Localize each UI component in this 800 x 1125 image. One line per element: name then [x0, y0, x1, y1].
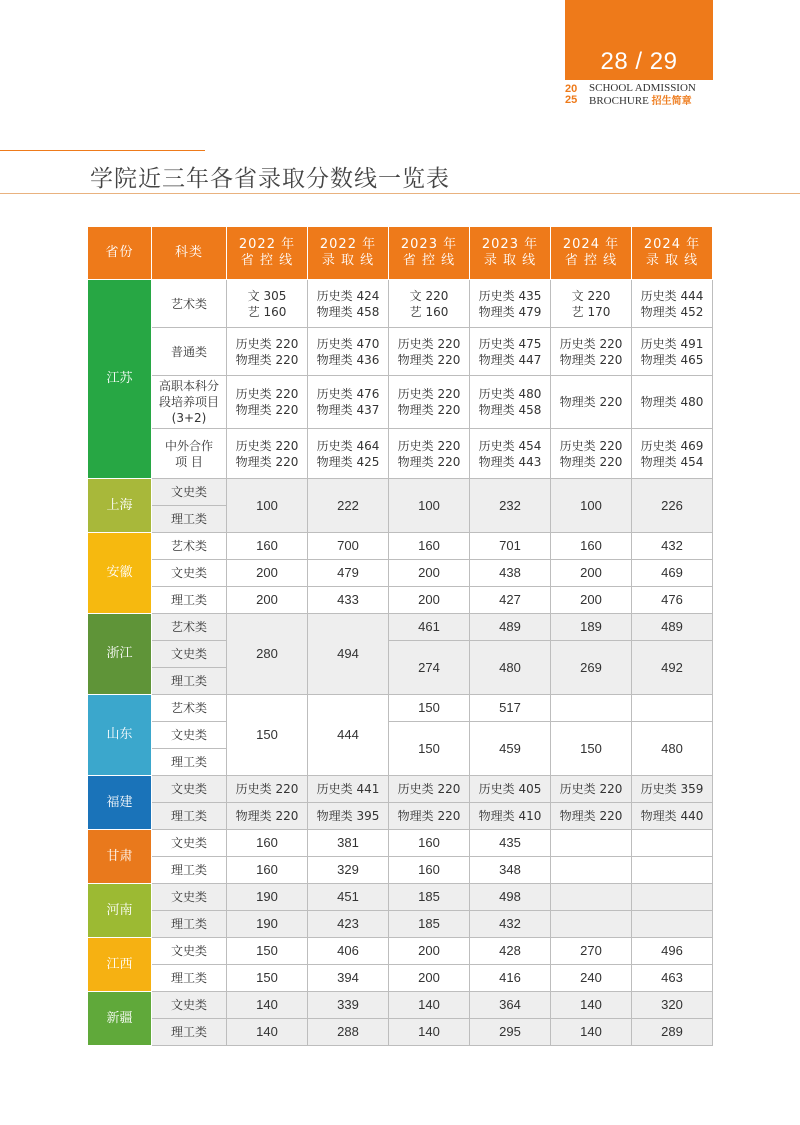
category-cell: 文史类: [152, 722, 227, 749]
score-cell: 435: [470, 830, 551, 857]
score-cell: 历史类 424 物理类 458: [308, 280, 389, 328]
header-2024-control: 2024 年 省 控 线: [551, 227, 632, 280]
score-cell: 历史类 220: [389, 776, 470, 803]
score-cell: 517: [470, 695, 551, 722]
score-cell: 222: [308, 479, 389, 533]
year-mark: [565, 84, 585, 106]
score-cell: 185: [389, 911, 470, 938]
score-cell: 288: [308, 1019, 389, 1046]
score-cell: 历史类 476 物理类 437: [308, 376, 389, 429]
score-cell: [632, 884, 713, 911]
province-fujian: 福建: [88, 776, 152, 830]
score-cell: 150: [227, 695, 308, 776]
score-cell: 150: [551, 722, 632, 776]
score-cell: 480: [632, 722, 713, 776]
score-cell: 494: [308, 614, 389, 695]
score-cell: 189: [551, 614, 632, 641]
score-cell: 444: [308, 695, 389, 776]
category-cell: 中外合作 项 目: [152, 429, 227, 479]
province-gansu: 甘肃: [88, 830, 152, 884]
score-cell: 历史类 220 物理类 220: [551, 429, 632, 479]
table-row: [88, 479, 713, 506]
category-cell: 文史类: [152, 479, 227, 506]
score-cell: 226: [632, 479, 713, 533]
category-cell: 高职本科分 段培养项目 (3+2): [152, 376, 227, 429]
province-shanghai: 上海: [88, 479, 152, 533]
score-cell: 100: [389, 479, 470, 533]
score-cell: [632, 857, 713, 884]
score-cell: 459: [470, 722, 551, 776]
score-cell: 496: [632, 938, 713, 965]
table-header-row: [88, 227, 713, 280]
score-cell: 489: [632, 614, 713, 641]
category-cell: 文史类: [152, 992, 227, 1019]
score-cell: 文 305 艺 160: [227, 280, 308, 328]
admission-score-table: [87, 226, 713, 1046]
score-cell: 物理类 440: [632, 803, 713, 830]
score-cell: 451: [308, 884, 389, 911]
header-2023-admit: 2023 年 录 取 线: [470, 227, 551, 280]
table-row: [88, 992, 713, 1019]
score-cell: 150: [389, 695, 470, 722]
score-cell: 160: [227, 830, 308, 857]
title-rule-top: [0, 150, 205, 151]
score-cell: 文 220 艺 160: [389, 280, 470, 328]
category-cell: 文史类: [152, 938, 227, 965]
table-row: [88, 1019, 713, 1046]
table-row: [88, 533, 713, 560]
score-cell: 463: [632, 965, 713, 992]
score-cell: 489: [470, 614, 551, 641]
year-top: 20: [565, 83, 578, 95]
score-cell: 150: [227, 938, 308, 965]
score-cell: [632, 695, 713, 722]
province-anhui: 安徽: [88, 533, 152, 614]
header-2022-control: 2022 年 省 控 线: [227, 227, 308, 280]
header-category: 科类: [152, 227, 227, 280]
score-cell: 160: [389, 533, 470, 560]
category-cell: 理工类: [152, 965, 227, 992]
year-bottom: 25: [565, 94, 578, 106]
table-row: [88, 641, 713, 668]
category-cell: 文史类: [152, 776, 227, 803]
score-cell: 物理类 220: [551, 376, 632, 429]
score-cell: 140: [551, 1019, 632, 1046]
brochure-line2-en: BROCHURE: [589, 95, 649, 107]
table-row: [88, 776, 713, 803]
score-cell: 476: [632, 587, 713, 614]
score-cell: 历史类 470 物理类 436: [308, 328, 389, 376]
score-cell: 160: [389, 830, 470, 857]
category-cell: 普通类: [152, 328, 227, 376]
score-cell: 274: [389, 641, 470, 695]
score-cell: 历史类 444 物理类 452: [632, 280, 713, 328]
category-cell: 艺术类: [152, 533, 227, 560]
page-title: 学院近三年各省录取分数线一览表: [90, 166, 450, 192]
category-cell: 理工类: [152, 668, 227, 695]
score-cell: 物理类 220: [389, 803, 470, 830]
province-zhejiang: 浙江: [88, 614, 152, 695]
score-cell: 498: [470, 884, 551, 911]
table-row: [88, 965, 713, 992]
category-cell: 文史类: [152, 830, 227, 857]
score-cell: 历史类 359: [632, 776, 713, 803]
score-cell: 历史类 220 物理类 220: [227, 429, 308, 479]
score-cell: 物理类 410: [470, 803, 551, 830]
score-cell: 427: [470, 587, 551, 614]
table-row: [88, 911, 713, 938]
category-cell: 理工类: [152, 1019, 227, 1046]
score-cell: 492: [632, 641, 713, 695]
score-cell: 100: [551, 479, 632, 533]
score-cell: 289: [632, 1019, 713, 1046]
score-cell: 历史类 405: [470, 776, 551, 803]
score-cell: 269: [551, 641, 632, 695]
score-cell: 150: [389, 722, 470, 776]
table-row: [88, 884, 713, 911]
category-cell: 理工类: [152, 857, 227, 884]
category-cell: 艺术类: [152, 614, 227, 641]
score-cell: 200: [389, 587, 470, 614]
score-cell: [551, 830, 632, 857]
score-cell: 200: [227, 587, 308, 614]
table-row: [88, 830, 713, 857]
score-cell: 480: [470, 641, 551, 695]
province-shandong: 山东: [88, 695, 152, 776]
table-row: [88, 857, 713, 884]
score-cell: 历史类 220 物理类 220: [227, 328, 308, 376]
score-cell: 200: [389, 938, 470, 965]
score-cell: 270: [551, 938, 632, 965]
score-cell: 140: [227, 1019, 308, 1046]
brochure-line1: SCHOOL ADMISSION: [589, 82, 696, 94]
category-cell: 理工类: [152, 506, 227, 533]
score-cell: 200: [389, 965, 470, 992]
province-jiangxi: 江西: [88, 938, 152, 992]
score-cell: 428: [470, 938, 551, 965]
score-cell: 469: [632, 560, 713, 587]
score-cell: 历史类 220: [551, 776, 632, 803]
province-jiangsu: 江苏: [88, 280, 152, 479]
score-cell: 历史类 220 物理类 220: [551, 328, 632, 376]
score-cell: 394: [308, 965, 389, 992]
brochure-line2-cn: 招生简章: [651, 96, 692, 107]
score-cell: 190: [227, 911, 308, 938]
score-cell: 历史类 475 物理类 447: [470, 328, 551, 376]
brochure-label: [589, 82, 719, 108]
score-cell: 历史类 220 物理类 220: [389, 429, 470, 479]
table-row: [88, 587, 713, 614]
score-cell: 348: [470, 857, 551, 884]
score-cell: 438: [470, 560, 551, 587]
score-cell: 280: [227, 614, 308, 695]
category-cell: 艺术类: [152, 695, 227, 722]
score-cell: 历史类 469 物理类 454: [632, 429, 713, 479]
score-cell: 历史类 454 物理类 443: [470, 429, 551, 479]
brochure-line2: [589, 95, 719, 108]
score-cell: 历史类 441: [308, 776, 389, 803]
score-cell: 185: [389, 884, 470, 911]
score-cell: [551, 884, 632, 911]
table-row: [88, 614, 713, 641]
table-row: [88, 722, 713, 749]
table-row: [88, 280, 713, 328]
score-cell: 200: [227, 560, 308, 587]
score-cell: 416: [470, 965, 551, 992]
province-henan: 河南: [88, 884, 152, 938]
score-cell: [551, 911, 632, 938]
score-cell: 190: [227, 884, 308, 911]
score-cell: 历史类 491 物理类 465: [632, 328, 713, 376]
header-province: 省份: [88, 227, 152, 280]
score-cell: 295: [470, 1019, 551, 1046]
score-cell: 100: [227, 479, 308, 533]
score-cell: [632, 830, 713, 857]
score-cell: 329: [308, 857, 389, 884]
score-cell: [632, 911, 713, 938]
page-number: 28 / 29: [600, 48, 678, 75]
score-cell: 160: [389, 857, 470, 884]
score-cell: 433: [308, 587, 389, 614]
score-cell: 140: [551, 992, 632, 1019]
table-row: [88, 938, 713, 965]
category-cell: 理工类: [152, 587, 227, 614]
score-cell: 历史类 464 物理类 425: [308, 429, 389, 479]
category-cell: 理工类: [152, 911, 227, 938]
score-cell: 320: [632, 992, 713, 1019]
score-cell: 历史类 220 物理类 220: [389, 328, 470, 376]
score-cell: 文 220 艺 170: [551, 280, 632, 328]
score-cell: 701: [470, 533, 551, 560]
score-cell: [551, 857, 632, 884]
table-row: [88, 695, 713, 722]
score-cell: 406: [308, 938, 389, 965]
table-row: [88, 560, 713, 587]
score-cell: 423: [308, 911, 389, 938]
score-cell: 364: [470, 992, 551, 1019]
category-cell: 艺术类: [152, 280, 227, 328]
title-rule-bottom: [0, 193, 800, 194]
header-2022-admit: 2022 年 录 取 线: [308, 227, 389, 280]
score-cell: 240: [551, 965, 632, 992]
score-cell: 历史类 220 物理类 220: [389, 376, 470, 429]
category-cell: 理工类: [152, 749, 227, 776]
score-cell: [551, 695, 632, 722]
score-cell: 150: [227, 965, 308, 992]
score-cell: 200: [551, 560, 632, 587]
score-cell: 140: [389, 1019, 470, 1046]
header-2023-control: 2023 年 省 控 线: [389, 227, 470, 280]
category-cell: 文史类: [152, 884, 227, 911]
score-cell: 物理类 220: [551, 803, 632, 830]
table-row: [88, 803, 713, 830]
score-cell: 381: [308, 830, 389, 857]
score-cell: 700: [308, 533, 389, 560]
category-cell: 理工类: [152, 803, 227, 830]
header-2024-admit: 2024 年 录 取 线: [632, 227, 713, 280]
score-cell: 物理类 480: [632, 376, 713, 429]
score-cell: 160: [227, 533, 308, 560]
table-row: [88, 429, 713, 479]
score-cell: 160: [551, 533, 632, 560]
score-cell: 432: [632, 533, 713, 560]
score-cell: 461: [389, 614, 470, 641]
score-cell: 140: [389, 992, 470, 1019]
score-cell: 432: [470, 911, 551, 938]
score-cell: 479: [308, 560, 389, 587]
score-cell: 160: [227, 857, 308, 884]
category-cell: 文史类: [152, 641, 227, 668]
table-row: [88, 376, 713, 429]
table-row: [88, 328, 713, 376]
category-cell: 文史类: [152, 560, 227, 587]
score-cell: 历史类 480 物理类 458: [470, 376, 551, 429]
province-xinjiang: 新疆: [88, 992, 152, 1046]
score-cell: 200: [389, 560, 470, 587]
score-cell: 339: [308, 992, 389, 1019]
score-cell: 物理类 395: [308, 803, 389, 830]
score-cell: 140: [227, 992, 308, 1019]
score-cell: 历史类 435 物理类 479: [470, 280, 551, 328]
score-cell: 200: [551, 587, 632, 614]
score-cell: 232: [470, 479, 551, 533]
score-cell: 历史类 220: [227, 776, 308, 803]
score-cell: 历史类 220 物理类 220: [227, 376, 308, 429]
score-cell: 物理类 220: [227, 803, 308, 830]
